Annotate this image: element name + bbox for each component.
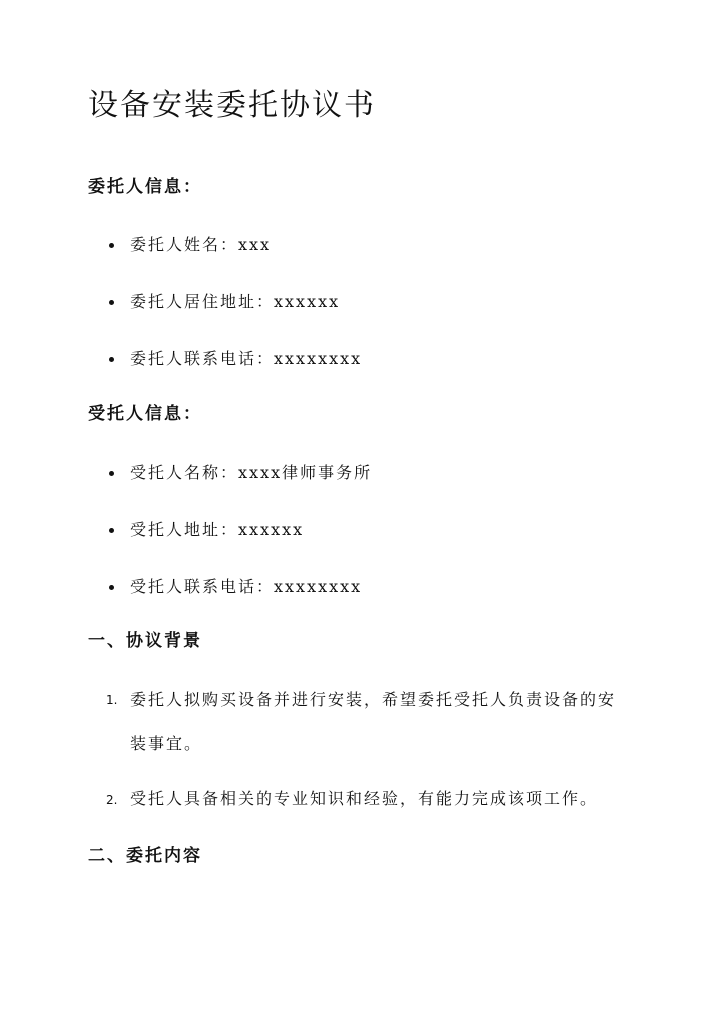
content-heading: 二、委托内容: [88, 846, 202, 866]
agent-info-heading: 受托人信息：: [88, 404, 202, 424]
background-item-2: 受托人具备相关的专业知识和经验，有能力完成该项工作。: [130, 789, 599, 808]
agent-address-item: 受托人地址：xxxxxx: [130, 520, 305, 539]
list-number: 2.: [106, 793, 118, 807]
client-address-item: 委托人居住地址：xxxxxx: [130, 292, 341, 311]
background-item-1: 委托人拟购买设备并进行安装，希望委托受托人负责设备的安装事宜。: [130, 690, 617, 753]
agent-name-item: 受托人名称：xxxx律师事务所: [130, 463, 373, 482]
bullet-icon: [109, 528, 114, 533]
bullet-icon: [109, 357, 114, 362]
client-phone-item: 委托人联系电话：xxxxxxxx: [130, 349, 363, 368]
client-info-heading: 委托人信息：: [88, 177, 202, 197]
bullet-icon: [109, 471, 114, 476]
client-name-item: 委托人姓名：xxx: [130, 235, 272, 254]
list-number: 1.: [106, 693, 118, 707]
background-heading: 一、协议背景: [88, 631, 202, 651]
bullet-icon: [109, 585, 114, 590]
document-title: 设备安装委托协议书: [88, 88, 376, 123]
bullet-icon: [109, 243, 114, 248]
bullet-icon: [109, 300, 114, 305]
agent-phone-item: 受托人联系电话：xxxxxxxx: [130, 577, 363, 596]
